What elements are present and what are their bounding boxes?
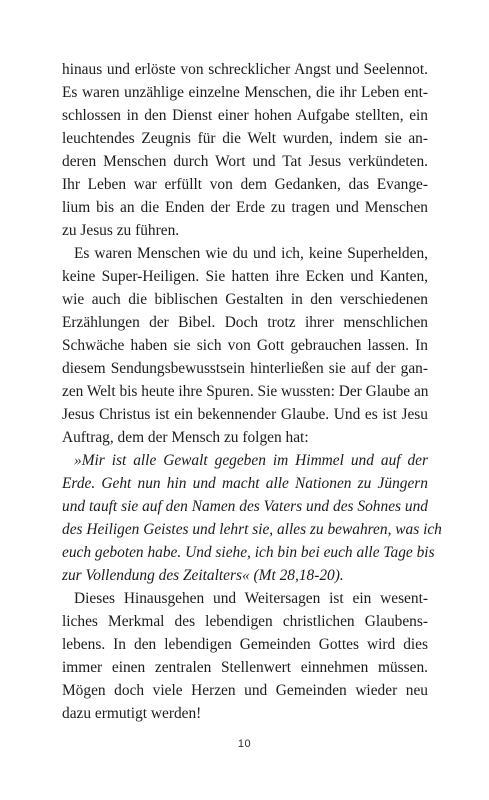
paragraph — [62, 587, 428, 725]
page-body — [62, 58, 442, 725]
text-line: Auftrag, dem der Mensch zu folgen hat: — [62, 429, 309, 446]
text-line: leuchtendes Zeugnis für die Welt wurden, indem sie an- — [62, 130, 428, 147]
text-line: liches Merkmal des lebendigen christlichen Glaubens- — [62, 613, 428, 630]
text-line: schlossen in den Dienst einer hohen Aufgabe stellten, ein — [62, 107, 428, 124]
text-line: Erzählungen der Bibel. Doch trotz ihrer menschlichen — [62, 314, 428, 331]
text-line: wie auch die biblischen Gestalten in den verschiedenen — [62, 291, 428, 308]
text-line: zen Welt bis heute ihre Spuren. Sie wussten: Der Glaube an — [62, 383, 429, 400]
paragraph — [62, 449, 442, 587]
text-line: »Mir ist alle Gewalt gegeben im Himmel und auf der — [74, 452, 428, 469]
text-line: zur Vollendung des Zeitalters« (Mt 28,18-20). — [62, 567, 344, 584]
text-line: deren Menschen durch Wort und Tat Jesus verkündeten. — [62, 153, 428, 170]
text-line: euch geboten habe. Und siehe, ich bin bei euch alle Tage bis — [62, 544, 435, 561]
page-number: 10 — [237, 738, 252, 750]
text-line: lium bis an die Enden der Erde zu tragen und Menschen — [62, 199, 428, 216]
text-line: Jesus Christus ist ein bekennender Glaube. Und es ist Jesu — [62, 406, 428, 423]
text-line: zu Jesus zu führen. — [62, 222, 180, 239]
text-line: Erde. Geht nun hin und macht alle Nationen zu Jüngern — [62, 475, 428, 492]
text-line: Es waren unzählige einzelne Menschen, die ihr Leben ent- — [62, 84, 428, 101]
text-line: hinaus und erlöste von schrecklicher Angst und Seelennot. — [62, 61, 428, 78]
text-line: Ihr Leben war erfüllt von dem Gedanken, das Evange- — [62, 176, 428, 193]
paragraph — [62, 242, 428, 449]
text-line: immer einen zentralen Stellenwert einnehmen müssen. — [62, 659, 428, 676]
text-line: des Heiligen Geistes und lehrt sie, alles zu bewahren, was ich — [62, 521, 442, 538]
text-line: lebens. In den lebendigen Gemeinden Gottes wird dies — [62, 636, 428, 653]
text-line: Es waren Menschen wie du und ich, keine Superhelden, — [74, 245, 428, 262]
text-line: Schwäche haben sie sich von Gott gebrauchen lassen. In — [62, 337, 428, 354]
text-line: Dieses Hinausgehen und Weitersagen ist ein wesent- — [74, 590, 428, 607]
text-line: Mögen doch viele Herzen und Gemeinden wieder neu — [62, 682, 428, 699]
paragraph — [62, 58, 428, 242]
text-line: keine Super-Heiligen. Sie hatten ihre Ecken und Kanten, — [62, 268, 428, 285]
text-line: diesem Sendungsbewusstsein hinterließen sie auf der gan- — [62, 360, 428, 377]
text-line: dazu ermutigt werden! — [62, 705, 202, 722]
text-line: und tauft sie auf den Namen des Vaters und des Sohnes und — [62, 498, 428, 515]
